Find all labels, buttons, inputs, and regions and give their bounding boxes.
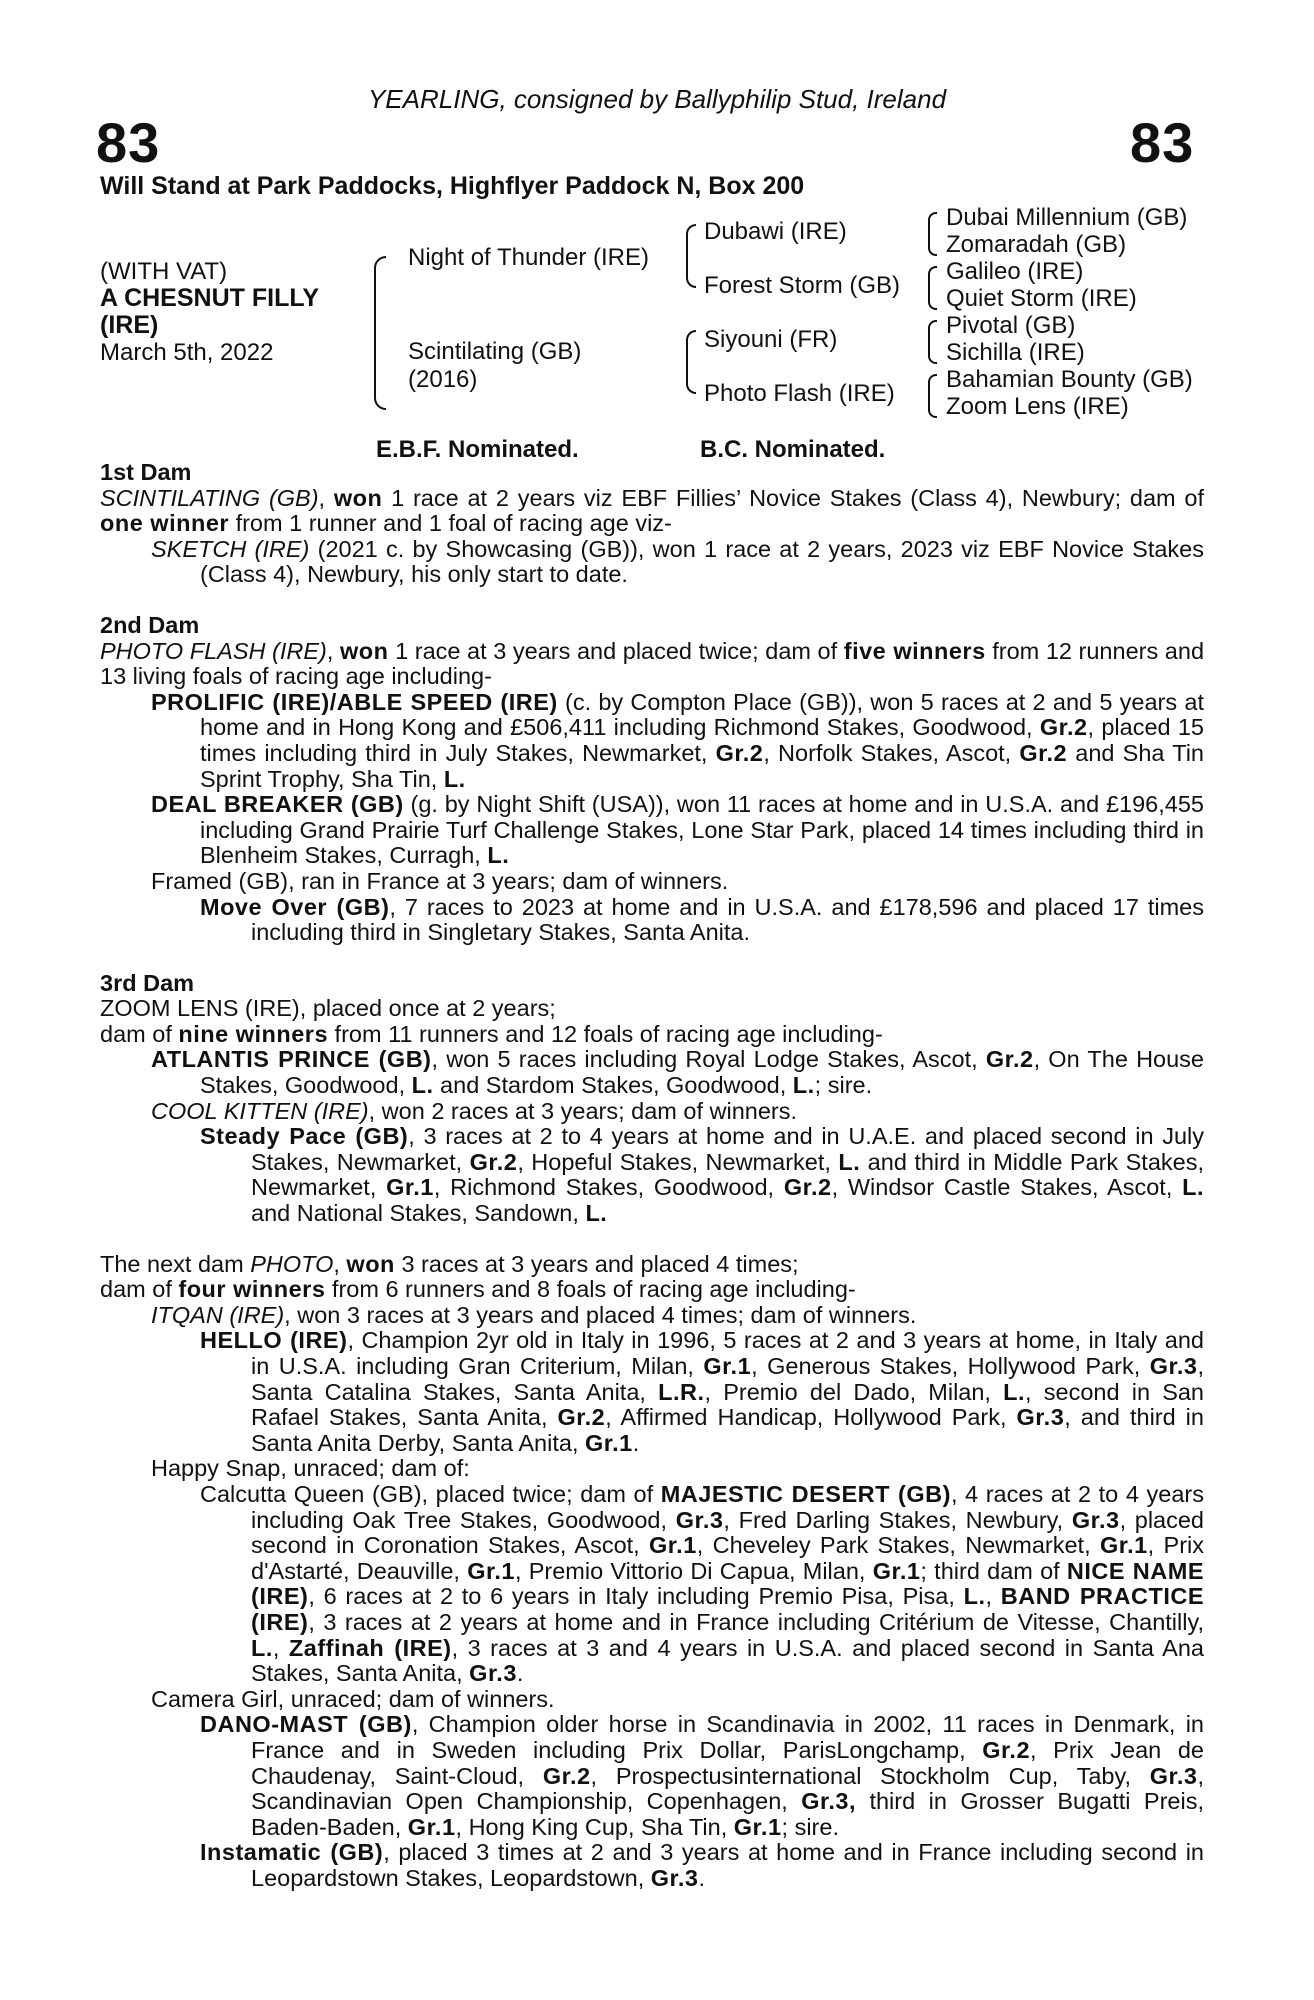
pedigree-gen3-6: Sichilla (IRE) [946,339,1085,366]
pedigree-brace-3c [928,320,937,364]
pedigree-brace-2b [686,330,696,394]
next-dam-produce-1: ITQAN (IRE), won 3 races at 3 years and placed 4 times; dam of winners. [151,1301,917,1328]
next-dam-text: The next dam PHOTO, won 3 races at 3 years and placed 4 times; dam of four winners from 6 runners and 8 foals of racing age including- [100,1250,856,1303]
third-dam-heading: 3rd Dam [100,969,195,996]
pedigree-brace-3d [928,374,937,418]
third-dam-text: ZOOM LENS (IRE), placed once at 2 years; dam of nine winners from 11 runners and 12 foals of racing age including- [100,995,883,1047]
family-notes [100,460,1204,1891]
pedigree-gen3-8: Zoom Lens (IRE) [946,393,1129,420]
vat-note: (WITH VAT) [100,258,228,285]
third-dam-produce-2: COOL KITTEN (IRE), won 2 races at 3 years; dam of winners. [151,1097,798,1124]
pedigree-gen3-5: Pivotal (GB) [946,312,1076,339]
bc-nomination: B.C. Nominated. [700,436,886,463]
pedigree-gen2-2: Forest Storm (GB) [704,272,901,299]
lot-number-left: 83 [96,111,161,174]
first-dam-text: SCINTILATING (GB), won 1 race at 2 years viz EBF Fillies’ Novice Stakes (Class 4), Newbury; dam of one winner from 1 runner and 1 foal of racing age viz- [100,484,1204,537]
second-dam-heading: 2nd Dam [100,611,200,638]
second-dam-produce-3: Framed (GB), ran in France at 3 years; dam of winners. [151,867,729,894]
ebf-nomination: E.B.F. Nominated. [376,436,579,463]
next-dam-produce-2a: Calcutta Queen (GB), placed twice; dam of MAJESTIC DESERT (GB), 4 races at 2 to 4 years including Oak Tree Stakes, Goodwood, Gr.3, Fred Darling Stakes, Newbury, Gr.3, placed second in Coronation Stakes, Ascot, Gr.1, Cheveley Park Stakes, Newmarket, Gr.1, Prix d'Astarté, Deauville, Gr.1, Premio Vittorio Di Capua, Milan, Gr.1; third dam of NICE NAME (IRE), 6 races at 2 to 6 years in Italy including Premio Pisa, Pisa, L., BAND PRACTICE (IRE), 3 races at 2 years at home and in France including Critérium de Vitesse, Chantilly, L., Zaffinah (IRE), 3 races at 3 and 4 years in U.S.A. and placed second in Santa Ana Stakes, Santa Anita, Gr.3. [200,1480,1205,1687]
pedigree-gen2-3: Siyouni (FR) [704,326,838,353]
second-dam-produce-3a: Move Over (GB), 7 races to 2023 at home and in U.S.A. and £178,596 and placed 17 times including third in Singletary Stakes, Santa Anita. [200,893,1204,946]
horse-country: (IRE) [100,311,159,339]
pedigree-gen3-1: Dubai Millennium (GB) [946,204,1188,231]
horse-title: A CHESNUT FILLY [100,284,319,312]
second-dam-produce-1: PROLIFIC (IRE)/ABLE SPEED (IRE) (c. by Compton Place (GB)), won 5 races at 2 and 5 years at home and in Hong Kong and £506,411 including Richmond Stakes, Goodwood, Gr.2, placed 15 times including third in July Stakes, Newmarket, Gr.2, Norfolk Stakes, Ascot, Gr.2 and Sha Tin Sprint Trophy, Sha Tin, L. [151,688,1205,792]
next-dam-produce-1a: HELLO (IRE), Champion 2yr old in Italy in 1996, 5 races at 2 and 3 years at home, in Italy and in U.S.A. including Gran Criterium, Milan, Gr.1, Generous Stakes, Hollywood Park, Gr.3, Santa Catalina Stakes, Santa Anita, L.R., Premio del Dado, Milan, L., second in San Rafael Stakes, Santa Anita, Gr.2, Affirmed Handicap, Hollywood Park, Gr.3, and third in Santa Anita Derby, Santa Anita, Gr.1. [200,1327,1205,1456]
pedigree-gen2-4: Photo Flash (IRE) [704,380,895,407]
sire-name: Night of Thunder (IRE) [408,244,649,271]
first-dam-heading: 1st Dam [100,459,192,485]
pedigree-gen3-2: Zomaradah (GB) [946,231,1127,258]
first-dam-produce: SKETCH (IRE) (2021 c. by Showcasing (GB)), won 1 race at 2 years, 2023 viz EBF Novice Stakes (Class 4), Newbury, his only start to date. [151,535,1204,588]
next-dam-produce-3b: Instamatic (GB), placed 3 times at 2 and 3 years at home and in France including second in Leopardstown Stakes, Leopardstown, Gr.3. [200,1839,1204,1891]
pedigree-gen3-3: Galileo (IRE) [946,258,1084,285]
stand-location: Will Stand at Park Paddocks, Highflyer Paddock N, Box 200 [100,172,805,200]
pedigree-brace-2a [686,224,696,288]
second-dam-text: PHOTO FLASH (IRE), won 1 race at 3 years and placed twice; dam of five winners from 12 runners and 13 living foals of racing age including- [100,637,1205,690]
third-dam-produce-1: ATLANTIS PRINCE (GB), won 5 races including Royal Lodge Stakes, Ascot, Gr.2, On The House Stakes, Goodwood, L. and Stardom Stakes, Goodwood, L.; sire. [151,1046,1205,1099]
next-dam-produce-3a: DANO-MAST (GB), Champion older horse in Scandinavia in 2002, 11 races in Denmark, in France and in Sweden including Prix Dollar, ParisLongchamp, Gr.2, Prix Jean de Chaudenay, Saint-Cloud, Gr.2, Prospectusinternational Stockholm Cup, Taby, Gr.3, Scandinavian Open Championship, Copenhagen, Gr.3, third in Grosser Bugatti Preis, Baden-Baden, Gr.1, Hong King Cup, Sha Tin, Gr.1; sire. [200,1711,1205,1840]
lot-number-right: 83 [1130,111,1195,174]
date-of-birth: March 5th, 2022 [100,339,274,366]
pedigree-brace-3b [928,266,937,310]
catalogue-caption: YEARLING, consigned by Ballyphilip Stud, Ireland [367,84,947,114]
pedigree-brace-1 [374,256,386,410]
pedigree-gen3-7: Bahamian Bounty (GB) [946,366,1193,393]
dam-year: (2016) [408,366,478,393]
dam-name: Scintilating (GB) [408,338,582,365]
third-dam-produce-2a: Steady Pace (GB), 3 races at 2 to 4 years at home and in U.A.E. and placed second in July Stakes, Newmarket, Gr.2, Hopeful Stakes, Newmarket, L. and third in Middle Park Stakes, Newmarket, Gr.1, Richmond Stakes, Goodwood, Gr.2, Windsor Castle Stakes, Ascot, L. and National Stakes, Sandown, L. [200,1123,1205,1227]
pedigree-brace-3a [928,212,937,256]
second-dam-produce-2: DEAL BREAKER (GB) (g. by Night Shift (USA)), won 11 races at home and in U.S.A. and £196,455 including Grand Prairie Turf Challenge Stakes, Lone Star Park, placed 14 times including third in Blenheim Stakes, Curragh, L. [151,791,1204,869]
pedigree-gen2-1: Dubawi (IRE) [704,218,847,245]
next-dam-produce-3: Camera Girl, unraced; dam of winners. [151,1685,555,1712]
next-dam-produce-2: Happy Snap, unraced; dam of: [151,1455,470,1482]
pedigree-gen3-4: Quiet Storm (IRE) [946,285,1137,312]
